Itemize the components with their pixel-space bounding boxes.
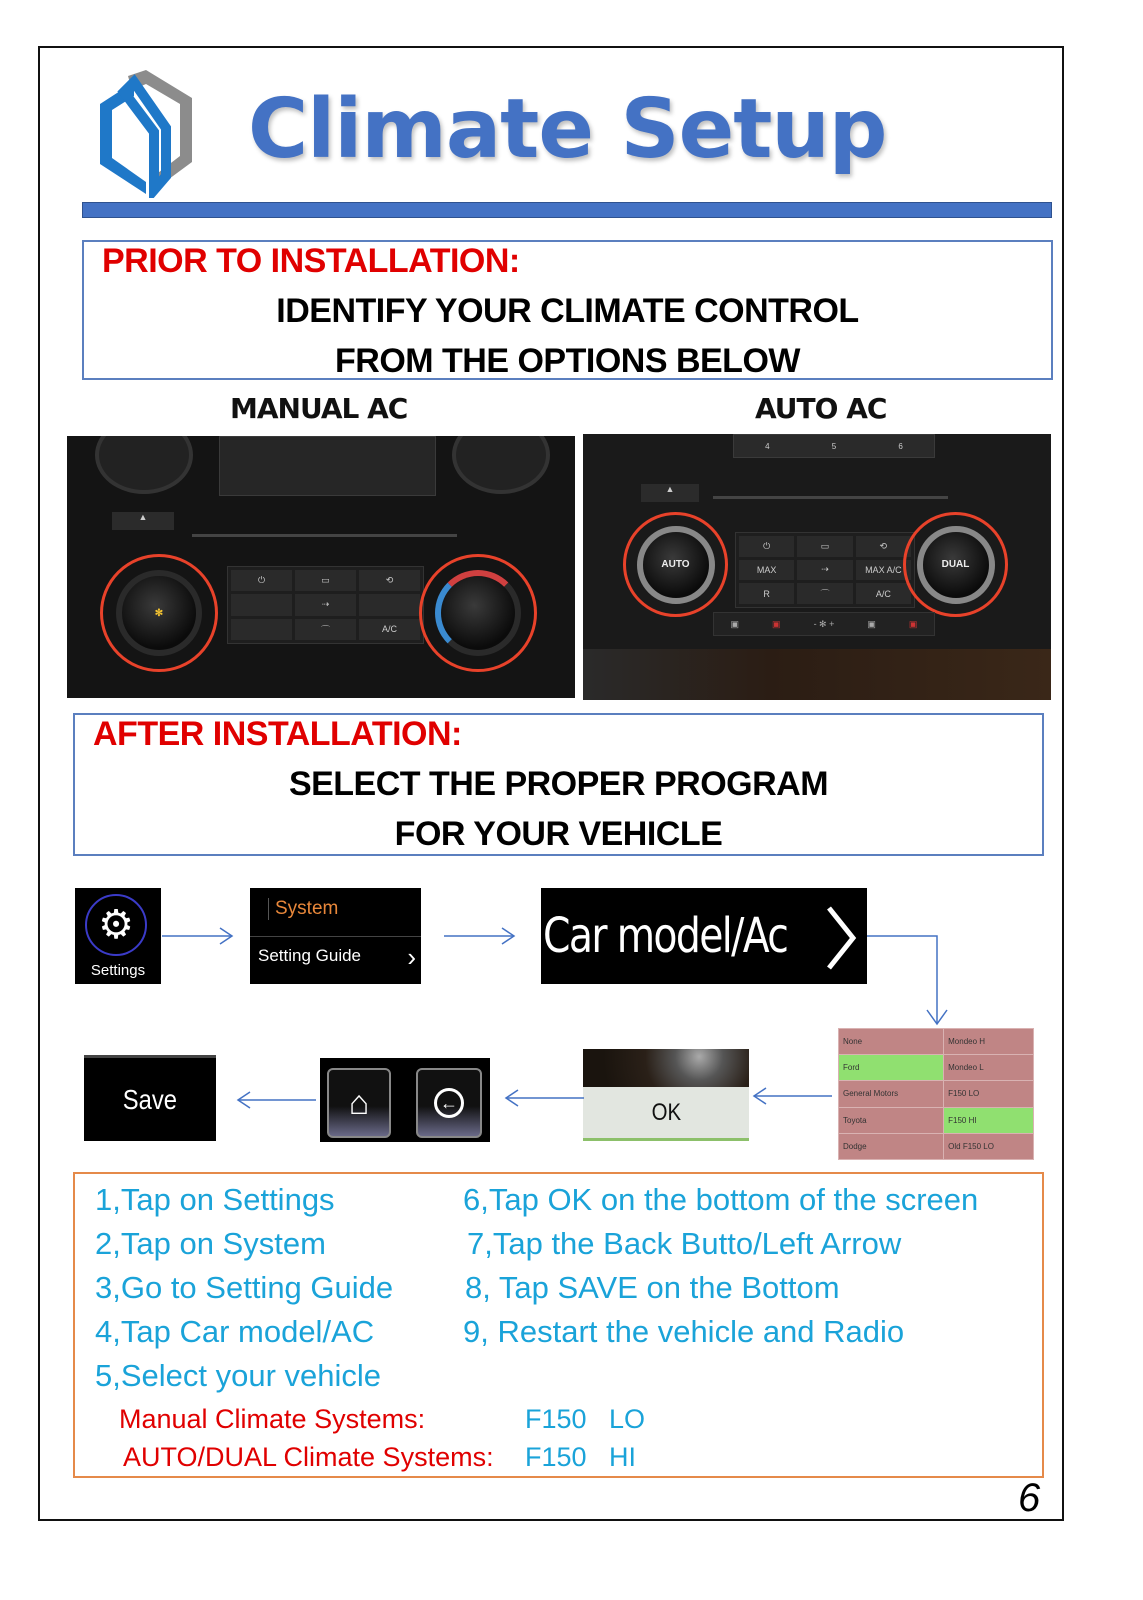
auto-ac-photo[interactable]: 4 5 6 ▲ AUTO ⏻ ▭ ⟲ MAX ⇢ MAX A/C R ⌒ A/C DUAL ▣ ▣ - ✻ + ▣ ▣ <box>583 434 1051 700</box>
fan-knob[interactable]: ✻ <box>116 570 202 656</box>
ok-label: OK <box>651 1098 681 1126</box>
model-option-selected[interactable]: F150 HI <box>944 1107 1034 1133</box>
arrow-elbow-down <box>867 930 957 1030</box>
arrow-left-2 <box>504 1088 584 1108</box>
model-option[interactable]: Old F150 LO <box>944 1133 1034 1159</box>
page-title: Climate Setup <box>248 82 887 177</box>
step-8: 8, Tap SAVE on the Bottom <box>465 1270 840 1305</box>
manual-climate-value: F150 LO <box>525 1404 646 1434</box>
step-3: 3,Go to Setting Guide <box>95 1270 394 1305</box>
prior-line-1: IDENTIFY YOUR CLIMATE CONTROL <box>276 292 859 330</box>
after-heading: AFTER INSTALLATION: <box>93 715 462 753</box>
auto-climate-label: AUTO/DUAL Climate Systems: <box>123 1442 494 1472</box>
auto-knob-highlight <box>623 512 728 617</box>
manual-climate-label: Manual Climate Systems: <box>119 1404 426 1434</box>
model-option[interactable]: Mondeo H <box>944 1029 1034 1055</box>
vehicle-select-table[interactable] <box>838 1028 1034 1160</box>
vehicle-option-selected[interactable]: Ford <box>839 1055 944 1081</box>
auto-button-panel: ⏻ ▭ ⟲ MAX ⇢ MAX A/C R ⌒ A/C <box>735 532 915 608</box>
prior-line-2: FROM THE OPTIONS BELOW <box>335 342 800 380</box>
chevron-right-icon: › <box>407 942 416 972</box>
back-arrow-icon: ← <box>434 1088 464 1118</box>
tire-image <box>583 1049 749 1087</box>
home-button[interactable] <box>327 1068 391 1138</box>
gear-icon: ⚙ <box>85 894 147 956</box>
vehicle-option[interactable]: None <box>839 1029 944 1055</box>
after-installation-box <box>73 713 1044 856</box>
step-2: 2,Tap on System <box>95 1226 326 1261</box>
vehicle-option[interactable]: Toyota <box>839 1107 944 1133</box>
arrow-right-2 <box>444 926 516 946</box>
manual-temp-knob-highlight <box>419 554 537 672</box>
step-1: 1,Tap on Settings <box>95 1182 335 1217</box>
logo-icon <box>94 66 198 198</box>
step-6: 6,Tap OK on the bottom of the screen <box>463 1182 979 1217</box>
ok-tile[interactable] <box>583 1049 749 1141</box>
system-label: System <box>268 898 338 920</box>
save-button[interactable] <box>84 1055 216 1141</box>
settings-tile[interactable] <box>75 888 161 984</box>
after-line-1: SELECT THE PROPER PROGRAM <box>288 765 829 803</box>
vehicle-option[interactable]: Dodge <box>839 1133 944 1159</box>
dual-knob[interactable]: DUAL <box>917 526 995 604</box>
manual-ac-photo[interactable]: ▲ ✻ ⏻ ▭ ⟲ ⇢ ⌒ A/C <box>67 436 575 698</box>
manual-button-panel: ⏻ ▭ ⟲ ⇢ ⌒ A/C <box>227 566 424 644</box>
steps-box <box>73 1172 1044 1478</box>
manual-fan-knob-highlight <box>100 554 218 672</box>
step-4: 4,Tap Car model/AC <box>95 1314 375 1349</box>
save-label: Save <box>122 1083 178 1115</box>
system-tile[interactable] <box>250 888 421 984</box>
dual-knob-highlight <box>903 512 1008 617</box>
page-number: 6 <box>1018 1476 1041 1520</box>
manual-ac-label: MANUAL AC <box>230 392 408 425</box>
after-line-2: FOR YOUR VEHICLE <box>394 815 723 853</box>
vol-knob <box>95 436 193 494</box>
step-7: 7,Tap the Back Butto/Left Arrow <box>467 1226 902 1261</box>
chevron-right-icon <box>821 902 861 972</box>
ok-button[interactable] <box>583 1087 749 1141</box>
settings-label: Settings <box>90 962 146 979</box>
auto-climate-value: F150 HI <box>525 1442 637 1472</box>
seat-controls-row: ▣ ▣ - ✻ + ▣ ▣ <box>713 612 935 636</box>
auto-ac-label: AUTO AC <box>755 392 887 425</box>
setting-guide-item[interactable] <box>258 942 416 976</box>
model-option[interactable]: Mondeo L <box>944 1055 1034 1081</box>
arrow-right-1 <box>162 926 234 946</box>
auto-knob[interactable]: AUTO <box>637 526 715 604</box>
home-icon: ⌂ <box>348 1083 370 1122</box>
car-model-tile[interactable] <box>541 888 867 984</box>
step-9: 9, Restart the vehicle and Radio <box>463 1314 905 1349</box>
model-option[interactable]: F150 LO <box>944 1081 1034 1107</box>
tune-knob <box>452 436 550 494</box>
setting-guide-label: Setting Guide <box>258 946 362 965</box>
prior-installation-box <box>82 240 1053 380</box>
title-rule <box>82 202 1052 218</box>
back-button[interactable] <box>416 1068 482 1138</box>
temp-knob[interactable] <box>435 570 521 656</box>
vehicle-option[interactable]: General Motors <box>839 1081 944 1107</box>
arrow-left-1 <box>752 1086 832 1106</box>
prior-heading: PRIOR TO INSTALLATION: <box>102 242 520 280</box>
arrow-left-3 <box>236 1090 316 1110</box>
step-5: 5,Select your vehicle <box>95 1358 382 1393</box>
car-model-label: Car model/Ac <box>543 908 788 964</box>
home-back-tile <box>320 1058 490 1142</box>
